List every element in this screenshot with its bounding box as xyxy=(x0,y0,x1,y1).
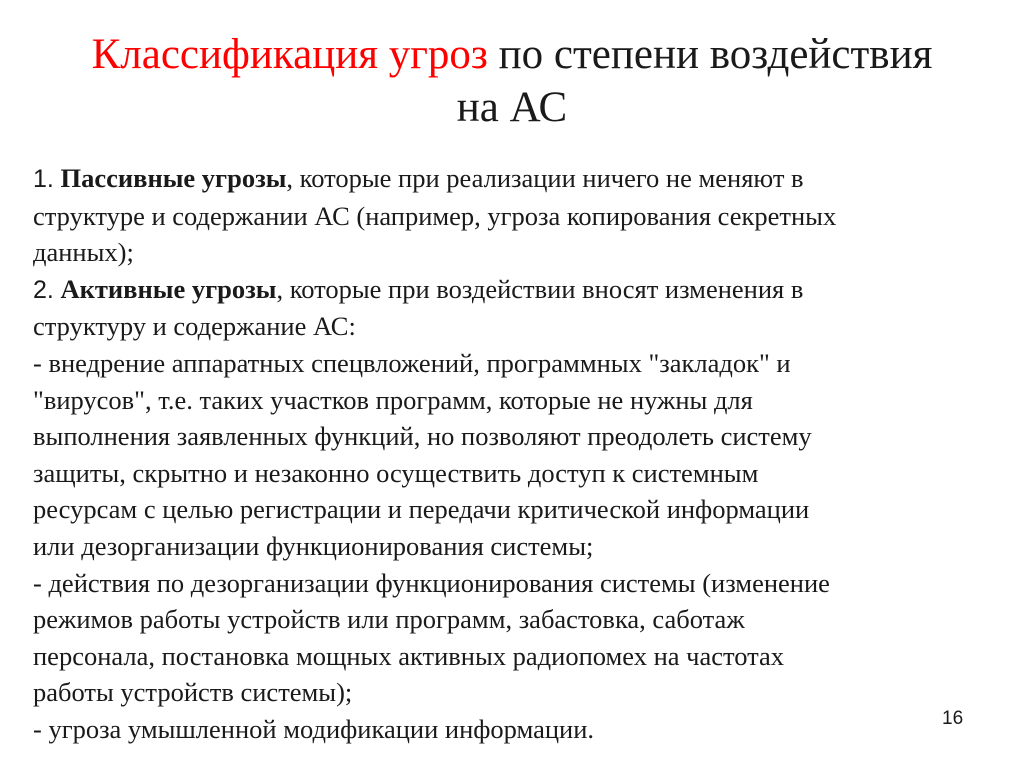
bullet-line: "вирусов", т.е. таких участков программ, которые не нужны для xyxy=(33,384,753,415)
bullet-line: режимов работы устройств или программ, забастовка, саботаж xyxy=(33,604,745,635)
bullet-line: работы устройств системы); xyxy=(33,677,353,708)
slide-body xyxy=(33,160,993,748)
slide-title xyxy=(0,28,1024,134)
item-2-number: 2. xyxy=(33,275,54,304)
item-1-line-2: структуре и содержании АС (например, угроза копирования секретных xyxy=(33,200,837,231)
bullet-line: персонала, постановка мощных активных радиопомех на частотах xyxy=(33,640,785,671)
item-2-line-2: структуру и содержание АС: xyxy=(33,311,356,342)
bullet-line: - угроза умышленной модификации информации. xyxy=(33,713,595,744)
bullet-line: - действия по дезорганизации функционирования системы (изменение xyxy=(33,567,830,598)
item-1-line-3: данных); xyxy=(33,237,134,268)
slide-title-line-1 xyxy=(0,28,1024,81)
bullet-line: - внедрение аппаратных спецвложений, программных "закладок" и xyxy=(33,347,791,378)
bullet-line: или дезорганизации функционирования системы; xyxy=(33,530,594,561)
item-2-term: Активные угрозы xyxy=(60,273,277,304)
slide-title-accent: Классификация угроз xyxy=(91,31,488,78)
item-1-text-1: , которые при реализации ничего не меняют в xyxy=(286,163,804,193)
bullet-line: ресурсам с целью регистрации и передачи критической информации xyxy=(33,494,810,525)
page-number: 16 xyxy=(942,708,964,729)
bullet-line: защиты, скрытно и незаконно осуществить доступ к системным xyxy=(33,457,759,488)
item-2-line-1 xyxy=(33,271,993,309)
bullet-line: выполнения заявленных функций, но позволяют преодолеть систему xyxy=(33,421,812,452)
item-1-line-1 xyxy=(33,160,993,198)
item-1-number: 1. xyxy=(33,165,54,193)
item-2-text-1: , которые при воздействии вносят изменения в xyxy=(276,273,804,304)
slide-title-rest: по степени воздействия xyxy=(498,31,933,78)
item-1-term: Пассивные угрозы xyxy=(60,163,287,193)
slide-title-line-2: на АС xyxy=(456,84,568,131)
